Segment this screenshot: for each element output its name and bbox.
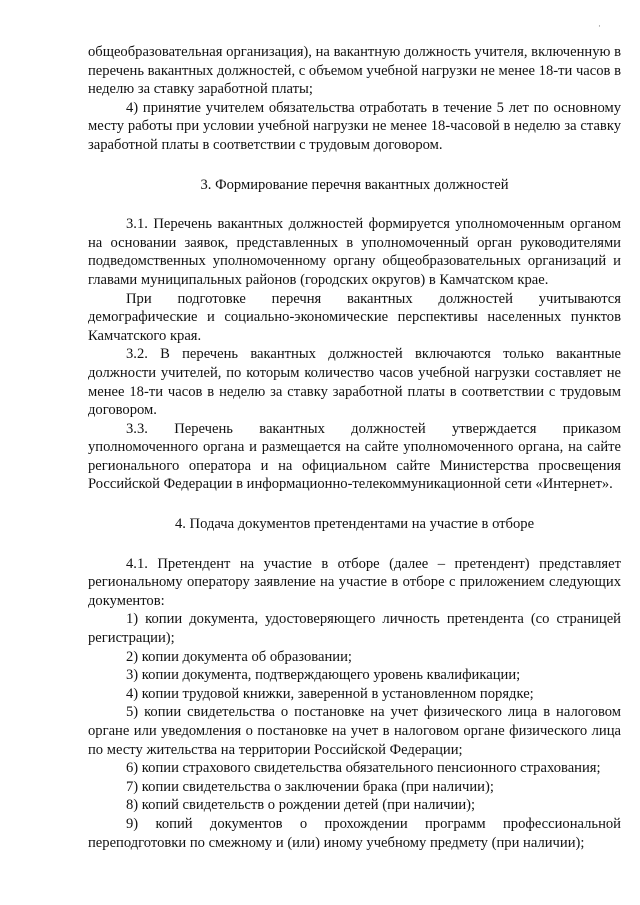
document-list-item-4: 4) копии трудовой книжки, заверенной в установленном порядке; — [126, 685, 534, 702]
paragraph-continuation: общеобразовательная организация), на вакантную должность учителя, включенную в перечень вакантных должностей, с объемом учебной нагрузки не менее 18-ти часов в неделю за ставку заработной платы; — [88, 44, 621, 98]
paragraph-3-3: 3.3. Перечень вакантных должностей утверждается приказом уполномоченного органа и размещается на сайте уполномоченного органа, на сайте регионального оператора и на официальном сайте Министерства просвещения Российской Федерации в информационно-телекоммуникационной сети «Интернет». — [88, 420, 621, 493]
list-item-4: 4) принятие учителем обязательства отработать в течение 5 лет по основному месту работы при условии учебной нагрузки не менее 18-часовой в неделю за ставку заработной платы в соответствии с трудовым договором. — [88, 99, 621, 153]
document-list-item-7: 7) копии свидетельства о заключении брака (при наличии); — [126, 778, 494, 795]
paragraph-3-2: 3.2. В перечень вакантных должностей включаются только вакантные должности учителей, по которым количество часов учебной нагрузки составляет не менее 18-ти часов в неделю за ставку заработной платы в соответствии с трудовым договором. — [88, 346, 621, 419]
document-list-item-8: 8) копий свидетельств о рождении детей (при наличии); — [126, 797, 476, 814]
section-3-heading: 3. Формирование перечня вакантных должностей — [200, 176, 509, 193]
corner-mark: · — [598, 22, 601, 32]
document-list-item-1: 1) копии документа, удостоверяющего личность претендента (со страницей регистрации); — [88, 611, 621, 647]
paragraph-4-1: 4.1. Претендент на участие в отборе (далее – претендент) представляет региональному оператору заявление на участие в отборе с приложением следующих документов: — [88, 555, 621, 609]
document-list-item-6: 6) копии страхового свидетельства обязательного пенсионного страхования; — [126, 760, 601, 777]
paragraph-3-1-continued: При подготовке перечня вакантных должностей учитываются демографические и социально-экономические перспективы населенных пунктов Камчатского края. — [88, 290, 621, 344]
document-body — [88, 43, 621, 852]
document-list-item-9: 9) копий документов о прохождении программ профессиональной переподготовки по смежному и (или) иному учебному предмету (при наличии); — [88, 815, 621, 851]
paragraph-3-1: 3.1. Перечень вакантных должностей формируется уполномоченным органом на основании заявок, представленных в уполномоченный орган руководителями подведомственных уполномоченному органу общеобразовательных организаций и главами муниципальных районов (городских округов) в Камчатском крае. — [88, 216, 621, 288]
document-list-item-2: 2) копии документа об образовании; — [126, 648, 352, 665]
document-list-item-5: 5) копии свидетельства о постановке на учет физического лица в налоговом органе или уведомления о постановке на учет в налоговом органе физического лица по месту жительства на территории Российской Федерации; — [88, 704, 621, 758]
section-4-heading: 4. Подача документов претендентами на участие в отборе — [174, 516, 535, 533]
document-list-item-3: 3) копии документа, подтверждающего уровень квалификации; — [126, 667, 521, 684]
